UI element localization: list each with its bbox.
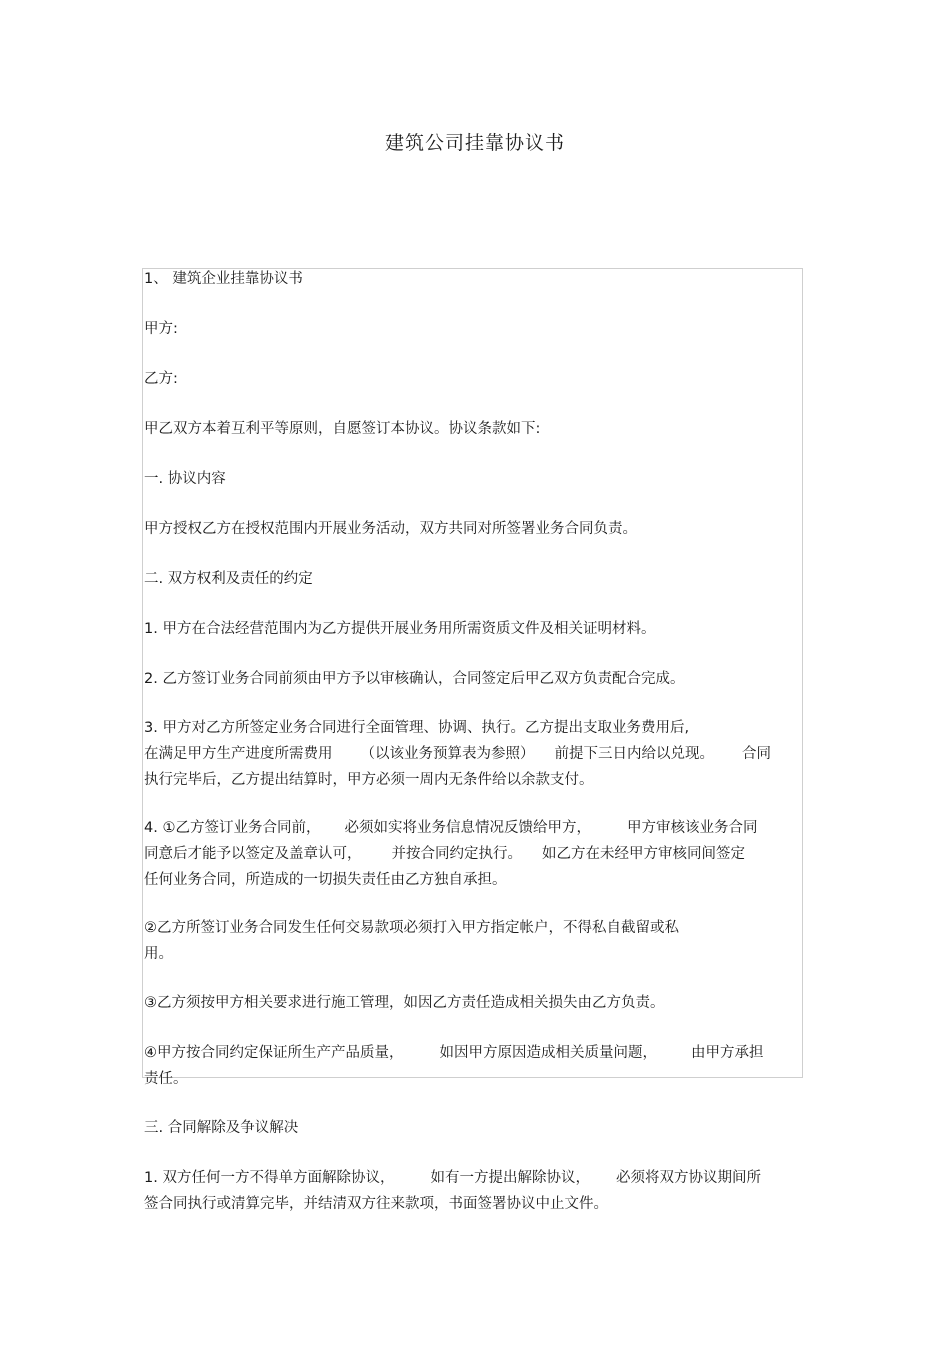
- clause-2-4-part-e: 并按合同约定执行。: [391, 846, 522, 862]
- clause-2-3-part-b: （以该业务预算表为参照）: [360, 746, 535, 762]
- clause-2-3: [144, 715, 804, 793]
- party-a-line: 甲方:: [144, 321, 178, 337]
- section-2-heading: 二. 双方权利及责任的约定: [144, 571, 313, 587]
- section-3-heading: 三. 合同解除及争议解决: [144, 1120, 299, 1136]
- clause-2-4-2-line-1: ②乙方所签订业务合同发生任何交易款项必须打入甲方指定帐户，不得私自截留或私: [144, 920, 679, 936]
- section-1-text: 甲方授权乙方在授权范围内开展业务活动，双方共同对所签署业务合同负责。: [144, 521, 637, 537]
- clause-2-4-2: [144, 915, 804, 967]
- party-b-line: 乙方:: [144, 371, 178, 387]
- clause-3-1-part-c: 必须将双方协议期间所: [615, 1170, 761, 1186]
- clause-2-4: [144, 815, 804, 893]
- clause-2-4-4-part-b: 如因甲方原因造成相关质量问题，: [439, 1045, 657, 1061]
- clause-2-4-4-part-a: ④甲方按合同约定保证所生产产品质量，: [144, 1045, 404, 1061]
- clause-3-1: [144, 1165, 804, 1217]
- clause-2-3-line-3: 执行完毕后，乙方提出结算时，甲方必须一周内无条件给以余款支付。: [144, 772, 594, 788]
- clause-3-1-part-a: 1. 双方任何一方不得单方面解除协议，: [144, 1170, 395, 1186]
- document-title: 建筑公司挂靠协议书: [384, 132, 565, 154]
- clause-3-1-line-1: [144, 1165, 804, 1191]
- clause-2-4-line-1: [144, 815, 804, 841]
- clause-2-4-part-a: 4. ①乙方签订业务合同前，: [144, 820, 321, 836]
- clause-2-2: 2. 乙方签订业务合同前须由甲方予以审核确认，合同签定后甲乙双方负责配合完成。: [144, 671, 685, 687]
- clause-2-4-part-c: 甲方审核该业务合同: [626, 820, 758, 836]
- clause-2-4-part-b: 必须如实将业务信息情况反馈给甲方，: [344, 820, 591, 836]
- clause-2-4-line-2: [144, 841, 804, 867]
- clause-3-1-line-2: 签合同执行或清算完毕，并结清双方往来款项，书面签署协议中止文件。: [144, 1196, 608, 1212]
- clause-2-4-3: ③乙方须按甲方相关要求进行施工管理，如因乙方责任造成相关损失由乙方负责。: [144, 995, 665, 1011]
- clause-2-4-part-d: 同意后才能予以签定及盖章认可，: [144, 846, 362, 862]
- clause-2-3-part-c: 前提下三日内给以兑现。: [554, 746, 714, 762]
- clause-2-1: 1. 甲方在合法经营范围内为乙方提供开展业务用所需资质文件及相关证明材料。: [144, 621, 656, 637]
- clause-2-4-part-f: 如乙方在未经甲方审核同间签定: [542, 846, 745, 862]
- clause-2-4-2-line-2: 用。: [144, 946, 173, 962]
- clause-2-3-line-2: [144, 741, 804, 767]
- clause-2-4-4-part-c: 由甲方承担: [691, 1045, 764, 1061]
- clause-2-4-4-line-2: 责任。: [144, 1071, 188, 1087]
- clause-3-1-part-b: 如有一方提出解除协议，: [430, 1170, 590, 1186]
- clause-2-3-line-1: 3. 甲方对乙方所签定业务合同进行全面管理、协调、执行。乙方提出支取业务费用后,: [144, 720, 690, 736]
- clause-2-4-line-3: 任何业务合同，所造成的一切损失责任由乙方独自承担。: [144, 872, 507, 888]
- clause-2-3-part-d: 合同: [742, 746, 771, 762]
- agreement-heading: 1、 建筑企业挂靠协议书: [144, 271, 303, 287]
- preamble: 甲乙双方本着互利平等原则，自愿签订本协议。协议条款如下:: [144, 421, 541, 437]
- clause-2-4-4: [144, 1040, 804, 1092]
- clause-2-3-part-a: 在满足甲方生产进度所需费用: [144, 746, 333, 762]
- section-1-heading: 一. 协议内容: [144, 471, 226, 487]
- clause-2-4-4-line-1: [144, 1040, 804, 1066]
